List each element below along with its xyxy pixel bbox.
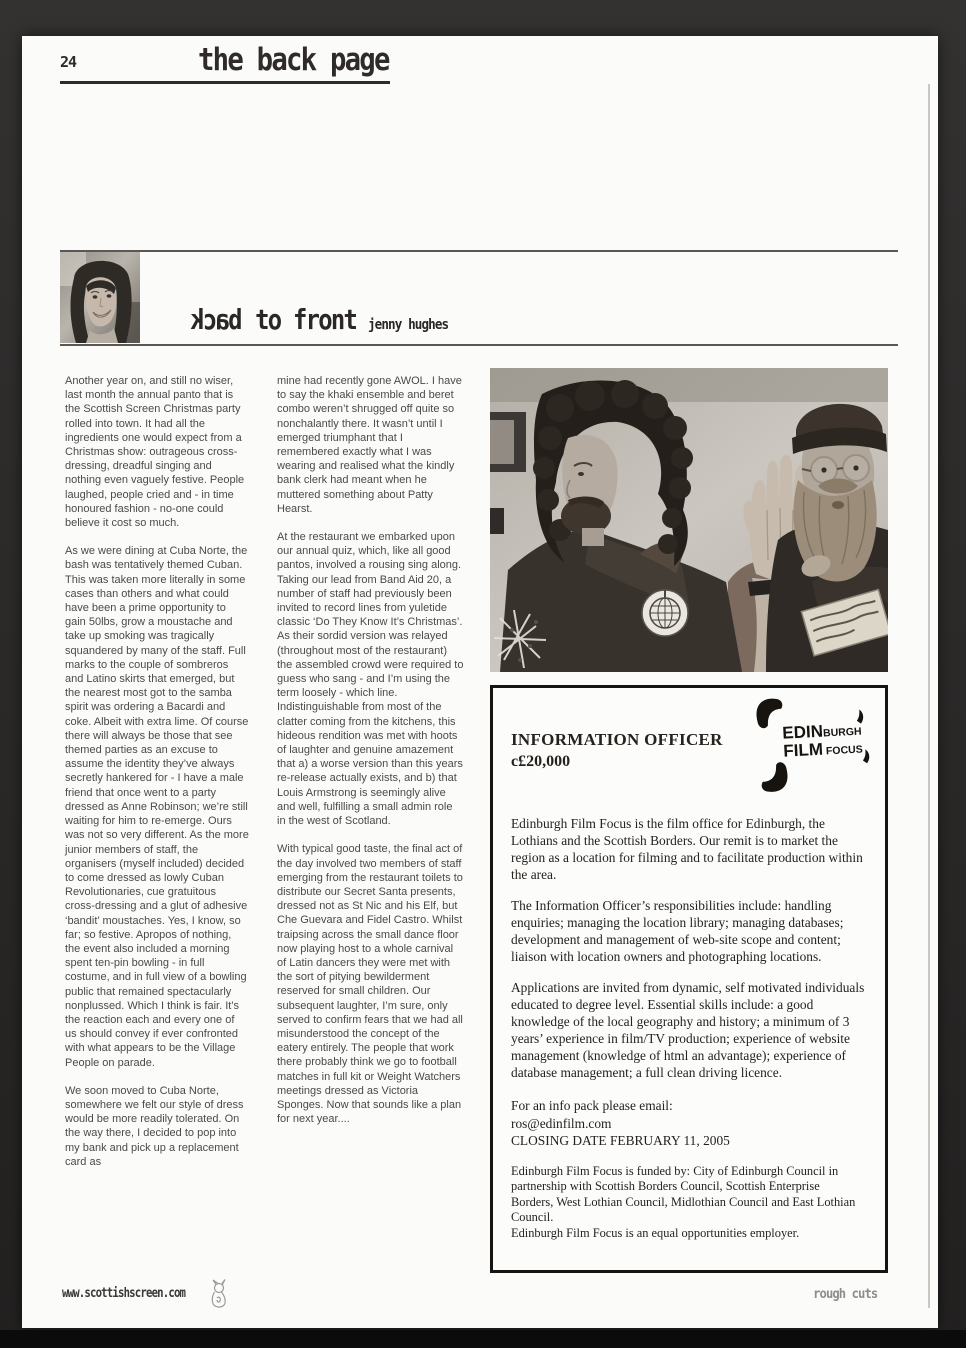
job-advert-box [490,685,888,1273]
page-edge-shadow [928,84,930,1308]
magazine-page [22,36,938,1328]
scan-bottom-band [0,1330,966,1348]
advert-paragraph: Edinburgh Film Focus is the film office for Edinburgh, the Lothians and the Scottish Borders. Our remit is to market the region as a location for filming and to facilitate production within the area. [511,816,863,882]
article-paragraph: With typical good taste, the final act of the day involved two members of staff emerging from the restaurant toilets to distribute our Secret Santa presents, dressed not as St Nic and his Elf, but Che Guevara and Fidel Castro. Whilst traipsing across the small dance floor now playing host to a whole carnival of Latin dancers they were met with the sort of pitying bewilderment reserved for small children. Our subsequent laughter, I’m sure, only served to confirm fears that we had all misunderstood the concept of the eatery entirely. The people that work there probably think we go to football matches in full kit or Weight Watchers meetings dressed as Victoria Sponges. Now that sounds like a plan for next year.... [277,843,463,1126]
advert-paragraph: The Information Officer’s responsibilities include: handling enquiries; managing the location library; managing databases; development and management of web-site scope and content; liaison with location owners and photographing locations. [511,898,844,964]
footer-site-url: www.scottishscreen.com [62,1286,186,1301]
footer-magazine-name: rough cuts [812,1286,877,1302]
page-number: 24 [60,53,77,71]
advert-paragraph: Applications are invited from dynamic, self motivated individuals educated to degree level. Essential skills include: a good knowledge of the local geography and history; a minimum of 3 years’ experience in film/TV production; experience of website management (knowledge of html an advantage); experience of database management; a full clean driving licence. [511,980,865,1080]
contact-email: ros@edinfilm.com [511,1115,612,1131]
article-paragraph: mine had recently gone AWOL. I have to say the khaki ensemble and beret combo weren’t shrugged off quite so nonchalantly there. It wasn’t until I emerged triumphant that I remembered exactly what I was wearing and realised what the kindly bank clerk had meant when he muttered something about Patty Hearst. [277,375,462,515]
article-title [192,303,356,336]
section-title: the back page [198,42,389,78]
title-band-top-rule [60,250,898,252]
advert-salary: c£20,000 [511,753,571,770]
author-headshot-photo [60,252,140,343]
advert-header [493,688,885,800]
party-costume-photo [490,368,888,672]
article-column-1 [65,374,249,1183]
equal-opportunities-note: Edinburgh Film Focus is an equal opportunities employer. [511,1225,800,1240]
svg-text:FILM FOCUS: FILM FOCUS [782,739,863,761]
scottish-screen-mascot-icon [208,1279,230,1308]
contact-intro: For an info pack please email: [511,1098,673,1113]
article-paragraph: We soon moved to Cuba Norte, somewhere we felt our style of dress would be more readily tolerated. On the way there, I decided to pop into my bank and pick up a replacement card as [65,1084,244,1168]
article-paragraph: At the restaurant we embarked upon our annual quiz, which, like all good pantos, involved a rousing sing along. Taking our lead from Band Aid 20, a number of staff had previously been invited to record lines from yuletide classic ‘Do They Know It’s Christmas’. As their sordid version was relayed (throughout most of the restaurant) the assembled crowd were required to guess who sang - and I’m using the term loosely - which line. Indistinguishable from most of the clatter coming from the kitchens, this hideous rendition was met with hoots of laughter and genuine amazement that a) a worse version than this years re-release actually exists, and b) that Louis Armstrong is seemingly alive and well, fulfilling a small admin role in the west of Scotland. [277,531,464,828]
funding-note: Edinburgh Film Focus is funded by: City of Edinburgh Council in partnership with Scottish Borders Council, Scottish Enterprise Borders, West Lothian Council, Midlothian Council and East Lothian Council. [511,1163,856,1225]
article-title-row [192,296,622,340]
closing-date: CLOSING DATE FEBRUARY 11, 2005 [511,1133,730,1148]
article-paragraph: As we were dining at Cuba Norte, the bash was tentatively themed Cuban. This was taken more literally in some cases than others and what could have been a prime opportunity to gain 50lbs, grow a moustache and take up smoking was tragically squandered by many of the staff. Full marks to the couple of sombreros and Latino skirts that emerged, but the nearest most got to the samba spirit was ordering a Bacardi and coke. Albeit with extra lime. Of course there will always be those that see themed parties as an excuse to assume the identity they’ve always secretly hankered for - I have a male friend that once went to a party dressed as Anne Robinson; we’re still waiting for him to re-emerge. Ours was not so very different. As the more junior members of staff, the organisers (myself included) decided to come dressed as lowly Cuban Revolutionaries, cue gratuitous cross-dressing and a glut of adhesive ‘bandit’ moustaches. Yes, I know, so far; so festive. Apropos of nothing, the event also included a morning spent ten-pin bowling - in full costume, and in full view of a bowling public that remained spectacularly nonplussed. Which I think is fair. It’s the reaction each and every one of us should convey if ever confronted with what appears to be the Village People on parade. [65,545,249,1069]
article-column-2 [277,374,464,1140]
advert-job-title: INFORMATION OFFICER [511,730,723,749]
advert-contact-block [511,1097,865,1150]
svg-text:EDINBURGH: EDINBURGH [781,721,862,743]
edinburgh-film-focus-logo [749,692,881,796]
title-rest: to front [242,303,357,336]
article-paragraph: Another year on, and still no wiser, last month the annual panto that is the Scottish Screen Christmas party rolled into town. It had all the ingredients one would expect from a Christmas show: outrageous cross-dressing, dreadful singing and nothing even vaguely festive. People laughed, people cried and - in time honoured fashion - no-one could believe it cost so much. [65,375,245,530]
header-rule [60,81,390,84]
title-band-bottom-rule [60,344,898,346]
article-byline: jenny hughes [368,317,449,333]
mirrored-word-back: back [192,303,243,336]
